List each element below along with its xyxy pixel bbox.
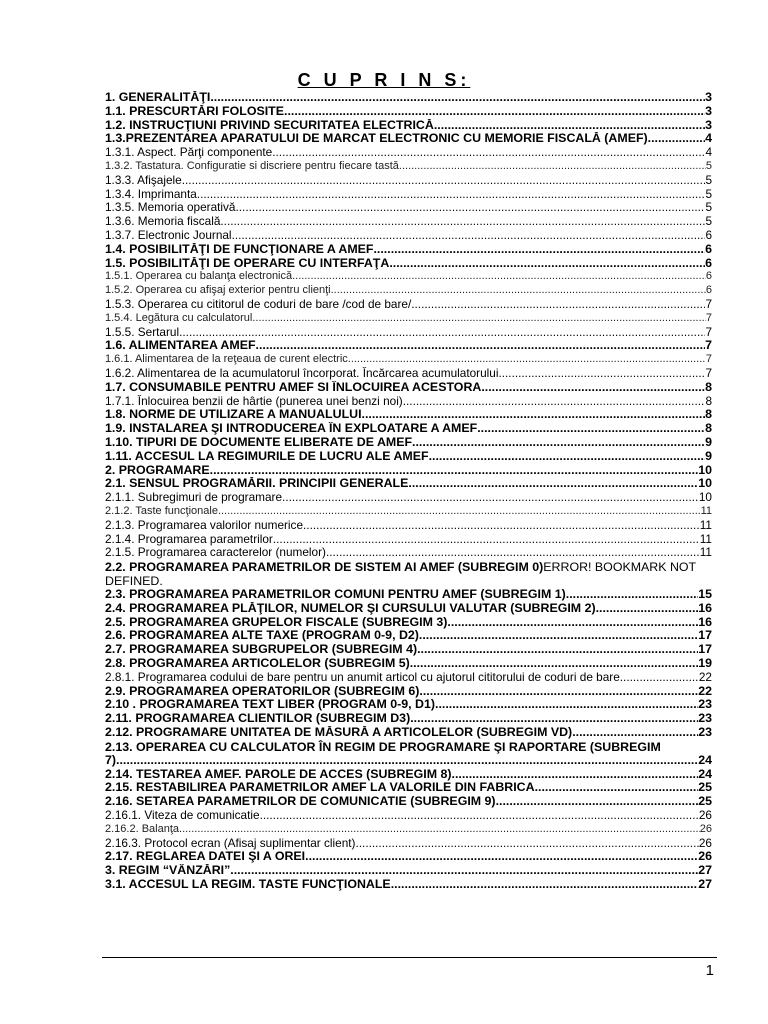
toc-entry[interactable] (105, 132, 712, 146)
toc-entry-page: 25 (698, 795, 712, 809)
toc-entry-label-cont: 7) (105, 753, 117, 767)
toc-entry-page: 5 (705, 173, 712, 187)
toc-entry-page: 23 (698, 712, 712, 726)
toc-entry[interactable] (105, 740, 712, 754)
toc-entry-label: 2.10 . PROGRAMAREA TEXT LIBER (PROGRAM 0-9, D1) (105, 698, 435, 712)
toc-entry[interactable] (105, 312, 712, 326)
toc-entry-page: 26 (698, 809, 712, 823)
toc-entry-label: 1.5.5. Sertarul (105, 325, 180, 339)
dot-leader (447, 616, 698, 630)
toc-entry[interactable] (105, 823, 712, 837)
toc-entry-page: 9 (705, 449, 712, 463)
toc-entry[interactable] (105, 629, 712, 643)
toc-entry-label: 1.9. INSTALAREA ŞI INTRODUCEREA ÎN EXPLOATARE A AMEF (105, 422, 478, 436)
toc-entry[interactable] (105, 257, 712, 271)
toc-entry-page: 6 (705, 284, 712, 297)
toc-entry-page: 25 (698, 781, 712, 795)
dot-leader (373, 243, 705, 257)
toc-entry-page: 15 (698, 588, 712, 602)
toc-entry[interactable] (105, 450, 712, 464)
toc-entry-label: 2.7. PROGRAMAREA SUBGRUPELOR (SUBREGIM 4) (105, 643, 418, 657)
toc-entry[interactable] (105, 408, 712, 422)
toc-entry[interactable] (105, 91, 712, 105)
toc-entry-label: 1.3.7. Electronic Journal (105, 228, 232, 242)
toc-entry-label: 3. REGIM “VÂNZĂRI” (105, 864, 231, 878)
table-of-contents (105, 91, 712, 892)
toc-entry[interactable] (105, 809, 712, 823)
dot-leader (596, 602, 699, 616)
toc-entry-label: 1.6. ALIMENTAREA AMEF (105, 339, 256, 353)
dot-leader (572, 726, 698, 740)
toc-entry-label: 1.3.5. Memoria operativă (105, 201, 236, 215)
dot-leader (435, 698, 698, 712)
dot-leader (292, 270, 706, 284)
toc-entry[interactable] (105, 519, 712, 533)
toc-entry-label: 2.12. PROGRAMARE UNITATEA DE MĂSURĂ A ARTICOLELOR (SUBREGIM VD) (105, 726, 573, 740)
dot-leader (303, 519, 700, 533)
toc-entry-label: 2.16.1. Viteza de comunicatie (105, 809, 260, 823)
toc-entry-page: 6 (705, 228, 712, 242)
toc-entry-label: 1.3.6. Memoria fiscală (105, 215, 221, 229)
toc-entry[interactable] (105, 505, 712, 519)
toc-entry-page: 26 (698, 850, 712, 864)
toc-entry-page: 8 (705, 394, 712, 408)
toc-entry-label: 1.3.3. Afişajele (105, 173, 182, 187)
dot-leader (417, 643, 698, 657)
toc-entry-label: 2.3. PROGRAMAREA PARAMETRILOR COMUNI PENTRU AMEF (SUBREGIM 1) (105, 588, 566, 602)
dot-leader (498, 367, 705, 381)
toc-entry-label: 1.10. TIPURI DE DOCUMENTE ELIBERATE DE AMEF (105, 435, 413, 449)
toc-entry[interactable] (105, 643, 712, 657)
toc-entry[interactable] (105, 477, 712, 491)
toc-entry-label: 2.2. PROGRAMAREA PARAMETRILOR DE SISTEM AI AMEF (SUBREGIM 0) (105, 560, 544, 575)
toc-entry-page: 26 (699, 822, 712, 835)
toc-entry[interactable] (105, 284, 712, 298)
toc-entry-label: 1.4. POSIBILITĂŢI DE FUNCŢIONARE A AMEF (105, 242, 374, 256)
toc-entry-page: 27 (698, 864, 712, 878)
dot-leader (182, 174, 706, 188)
toc-entry-page: 3 (705, 104, 712, 118)
toc-entry-label: 2.6. PROGRAMAREA ALTE TAXE (PROGRAM 0-9, D2) (105, 629, 419, 643)
toc-entry[interactable] (105, 602, 712, 616)
toc-entry[interactable] (105, 298, 712, 312)
toc-entry-page: 7 (705, 339, 712, 353)
toc-entry-page: 26 (698, 836, 712, 850)
toc-entry-page: 17 (698, 643, 712, 657)
dot-leader (481, 381, 705, 395)
dot-leader (348, 353, 706, 367)
dot-leader (411, 298, 705, 312)
toc-entry[interactable] (105, 726, 712, 740)
dot-leader (477, 422, 705, 436)
dot-leader (260, 809, 699, 823)
toc-entry-page: 16 (698, 615, 712, 629)
toc-entry-page: 5 (705, 187, 712, 201)
toc-entry[interactable] (105, 491, 712, 505)
toc-entry-page: 23 (698, 726, 712, 740)
toc-entry[interactable] (105, 464, 712, 478)
dot-leader (230, 864, 698, 878)
dot-leader (419, 685, 698, 699)
toc-entry-page: 22 (698, 670, 712, 684)
dot-leader (232, 229, 706, 243)
toc-entry-label: 2.17. REGLAREA DATEI ŞI A OREI (105, 850, 306, 864)
toc-entry-continuation[interactable] (105, 754, 712, 768)
toc-entry-label: 2.15. RESTABILIREA PARAMETRILOR AMEF LA VALORILE DIN FABRICA (105, 781, 535, 795)
toc-entry-page: 4 (705, 132, 712, 146)
dot-leader (452, 768, 699, 782)
toc-entry[interactable] (105, 878, 712, 892)
toc-entry-error-text: ERROR! BOOKMARK NOT DEFINED. (105, 560, 696, 589)
toc-entry-label: 1.3.2. Tastatura. Configuratie si discriere pentru fiecare tastă (105, 159, 399, 172)
toc-entry-page: 7 (705, 366, 712, 380)
toc-entry-page: 16 (698, 601, 712, 615)
toc-entry-label: 1. GENERALITĂŢI (105, 91, 211, 104)
dot-leader (252, 312, 706, 326)
dot-leader (496, 795, 699, 809)
toc-entry-label: 1.5.1. Operarea cu balanţa electronică (105, 270, 293, 283)
toc-entry-label: 2.16.2. Balanţa (105, 822, 180, 835)
toc-entry-page: 19 (698, 657, 712, 671)
toc-entry[interactable] (105, 119, 712, 133)
toc-entry[interactable] (105, 795, 712, 809)
toc-entry-page: 6 (705, 270, 712, 283)
toc-entry-label: 1.8. NORME DE UTILIZARE A MANUALULUI (105, 408, 362, 422)
toc-entry-label: 2.5. PROGRAMAREA GRUPELOR FISCALE (SUBREGIM 3) (105, 615, 448, 629)
toc-entry-label: 2.4. PROGRAMAREA PLĂŢILOR, NUMELOR ŞI CURSULUI VALUTAR (SUBREGIM 2) (105, 601, 596, 615)
toc-entry[interactable] (105, 215, 712, 229)
toc-entry[interactable] (105, 146, 712, 160)
toc-entry[interactable] (105, 422, 712, 436)
toc-entry-label: 1.1. PRESCURTĂRI FOLOSITE (105, 104, 284, 118)
toc-entry-page: 11 (699, 518, 712, 532)
toc-entry-page: 10 (698, 491, 712, 505)
toc-entry-label: 2.9. PROGRAMAREA OPERATORILOR (SUBREGIM 6) (105, 684, 420, 698)
toc-title: C U P R I N S: (297, 70, 471, 90)
toc-entry-page: 5 (705, 159, 712, 172)
toc-entry-page: 17 (698, 629, 712, 643)
dot-leader (429, 450, 706, 464)
toc-entry[interactable] (105, 671, 712, 685)
toc-entry-label: 1.6.2. Alimentarea de la acumulatorul încorporat. Încărcarea acumulatorului (105, 366, 499, 380)
dot-leader (256, 339, 706, 353)
dot-leader (620, 671, 699, 685)
toc-entry[interactable] (105, 339, 712, 353)
toc-entry-label: 1.7.1. Înlocuirea benzii de hârtie (punerea unei benzi noi) (105, 394, 403, 408)
toc-entry-label: 2.8. PROGRAMAREA ARTICOLELOR (SUBREGIM 5) (105, 657, 410, 671)
dot-leader (391, 878, 699, 892)
dot-leader (648, 132, 705, 146)
toc-entry-page: 4 (705, 146, 712, 160)
toc-entry-label: 1.3.PREZENTAREA APARATULUI DE MARCAT ELECTRONIC CU MEMORIE FISCALĂ (AMEF) (105, 132, 648, 146)
dot-leader (284, 105, 705, 119)
toc-entry[interactable] (105, 698, 712, 712)
dot-leader (403, 395, 706, 409)
toc-entry-label: 2.1.2. Taste funcţionale (105, 504, 218, 517)
toc-entry-page: 6 (705, 256, 712, 270)
toc-entry[interactable] (105, 657, 712, 671)
toc-entry[interactable] (105, 837, 712, 851)
page-number: 1 (705, 962, 714, 979)
toc-entry[interactable] (105, 270, 712, 284)
toc-entry-label: 1.2. INSTRUCŢIUNI PRIVIND SECURITATEA ELECTRICĂ (105, 118, 434, 132)
footer-rule (102, 957, 717, 958)
toc-entry-page: 10 (698, 477, 712, 491)
toc-entry-page: 8 (705, 422, 712, 436)
dot-leader (282, 491, 699, 505)
toc-entry-label: 1.3.4. Imprimanta (105, 187, 197, 201)
toc-entry-label: 2. PROGRAMARE (105, 463, 210, 477)
toc-entry-page: 24 (698, 767, 712, 781)
toc-entry-label: 1.5.2. Operarea cu afişaj exterior pentru clienţi (105, 284, 331, 297)
dot-leader (197, 188, 706, 202)
toc-entry-page: 7 (705, 353, 712, 366)
toc-entry[interactable] (105, 353, 712, 367)
toc-entry-label: 2.1. SENSUL PROGRAMĂRII. PRINCIPII GENERALE (105, 477, 409, 491)
toc-entry-label: 1.5. POSIBILITĂŢI DE OPERARE CU INTERFAŢA (105, 256, 390, 270)
toc-entry-label: 2.8.1. Programarea codului de bare pentru un anumit articol cu ajutorul cititorului de coduri de bare (105, 670, 620, 684)
toc-entry-label: 2.1.1. Subregimuri de programare (105, 491, 283, 505)
toc-entry[interactable] (105, 685, 712, 699)
toc-entry-page: 7 (705, 325, 712, 339)
toc-entry-page: 27 (698, 878, 712, 892)
toc-entry-label: 2.16.3. Protocol ecran (Afisaj suplimentar client) (105, 836, 356, 850)
toc-entry-label: 2.1.5. Programarea caracterelor (numelor) (105, 546, 326, 560)
dot-leader (179, 823, 700, 837)
toc-entry-page: 11 (700, 504, 712, 517)
toc-entry[interactable] (105, 850, 712, 864)
toc-entry-page: 5 (705, 215, 712, 229)
toc-entry-label: 1.7. CONSUMABILE PENTRU AMEF SI ÎNLOCUIREA ACESTORA (105, 380, 482, 394)
toc-entry[interactable] (105, 174, 712, 188)
dot-leader (272, 146, 705, 160)
toc-entry-label: 1.6.1. Alimentarea de la reţeaua de curent electric (105, 353, 348, 366)
toc-entry[interactable] (105, 588, 712, 602)
toc-entry-page: 24 (698, 753, 712, 767)
toc-entry[interactable] (105, 436, 712, 450)
toc-entry[interactable] (105, 560, 712, 588)
dot-leader (412, 436, 705, 450)
toc-entry-label: 1.11. ACCESUL LA REGIMURILE DE LUCRU ALE AMEF (105, 449, 429, 463)
toc-entry-page: 8 (705, 408, 712, 422)
toc-entry[interactable] (105, 160, 712, 174)
toc-entry[interactable] (105, 105, 712, 119)
dot-leader (210, 464, 699, 478)
toc-entry[interactable] (105, 533, 712, 547)
toc-entry-page: 23 (698, 698, 712, 712)
toc-entry-page: 9 (705, 435, 712, 449)
dot-leader (566, 588, 698, 602)
toc-entry-label: 3.1. ACCESUL LA REGIM. TASTE FUNCŢIONALE (105, 878, 391, 892)
dot-leader (355, 837, 698, 851)
toc-entry[interactable] (105, 188, 712, 202)
dot-leader (331, 284, 706, 298)
toc-entry-label: 2.16. SETAREA PARAMETRILOR DE COMUNICATIE (SUBREGIM 9) (105, 795, 496, 809)
dot-leader (273, 533, 700, 547)
toc-entry[interactable] (105, 381, 712, 395)
toc-entry-page: 6 (705, 242, 712, 256)
toc-entry-page: 11 (699, 546, 712, 560)
dot-leader (399, 160, 706, 174)
dot-leader (326, 546, 700, 560)
toc-entry[interactable] (105, 768, 712, 782)
toc-entry-page: 5 (705, 201, 712, 215)
toc-entry-page: 7 (705, 311, 712, 324)
toc-entry-page: 11 (699, 532, 712, 546)
toc-entry-label: 1.5.3. Operarea cu cititorul de coduri de bare /cod de bare/ (105, 297, 412, 311)
toc-entry[interactable] (105, 546, 712, 560)
toc-entry-label: 1.5.4. Legătura cu calculatorul (105, 311, 253, 324)
toc-entry[interactable] (105, 781, 712, 795)
dot-leader (116, 754, 698, 768)
toc-entry[interactable] (105, 243, 712, 257)
toc-entry[interactable] (105, 326, 712, 340)
toc-entry-page: 10 (698, 463, 712, 477)
toc-entry-label: 2.1.4. Programarea parametrilor (105, 532, 273, 546)
toc-entry-label: 2.14. TESTAREA AMEF. PAROLE DE ACCES (SUBREGIM 8) (105, 767, 452, 781)
toc-entry[interactable] (105, 712, 712, 726)
toc-entry-page: 3 (705, 91, 712, 104)
dot-leader (410, 712, 698, 726)
toc-entry[interactable] (105, 395, 712, 409)
toc-entry-page: 3 (705, 118, 712, 132)
dot-leader (179, 326, 705, 340)
toc-entry-label: 2.13. OPERAREA CU CALCULATOR ÎN REGIM DE PROGRAMARE ŞI RAPORTARE (SUBREGIM (105, 739, 661, 754)
dot-leader (218, 505, 701, 519)
toc-entry-page: 22 (698, 684, 712, 698)
dot-leader (236, 201, 706, 215)
dot-leader (362, 408, 706, 422)
toc-entry-page: 7 (705, 297, 712, 311)
dot-leader (419, 629, 698, 643)
dot-leader (220, 215, 705, 229)
toc-entry[interactable] (105, 229, 712, 243)
dot-leader (305, 850, 698, 864)
toc-entry[interactable] (105, 201, 712, 215)
toc-entry[interactable] (105, 616, 712, 630)
dot-leader (408, 477, 698, 491)
dot-leader (210, 91, 705, 105)
dot-leader (535, 781, 699, 795)
toc-entry[interactable] (105, 367, 712, 381)
toc-entry-label: 2.11. PROGRAMAREA CLIENTILOR (SUBREGIM D3) (105, 712, 411, 726)
dot-leader (434, 119, 705, 133)
dot-leader (389, 257, 705, 271)
toc-entry-page: 8 (705, 380, 712, 394)
toc-entry-label: 1.3.1. Aspect. Părţi componente (105, 146, 273, 160)
toc-entry-label: 2.1.3. Programarea valorilor numerice (105, 518, 304, 532)
toc-entry[interactable] (105, 864, 712, 878)
dot-leader (410, 657, 698, 671)
